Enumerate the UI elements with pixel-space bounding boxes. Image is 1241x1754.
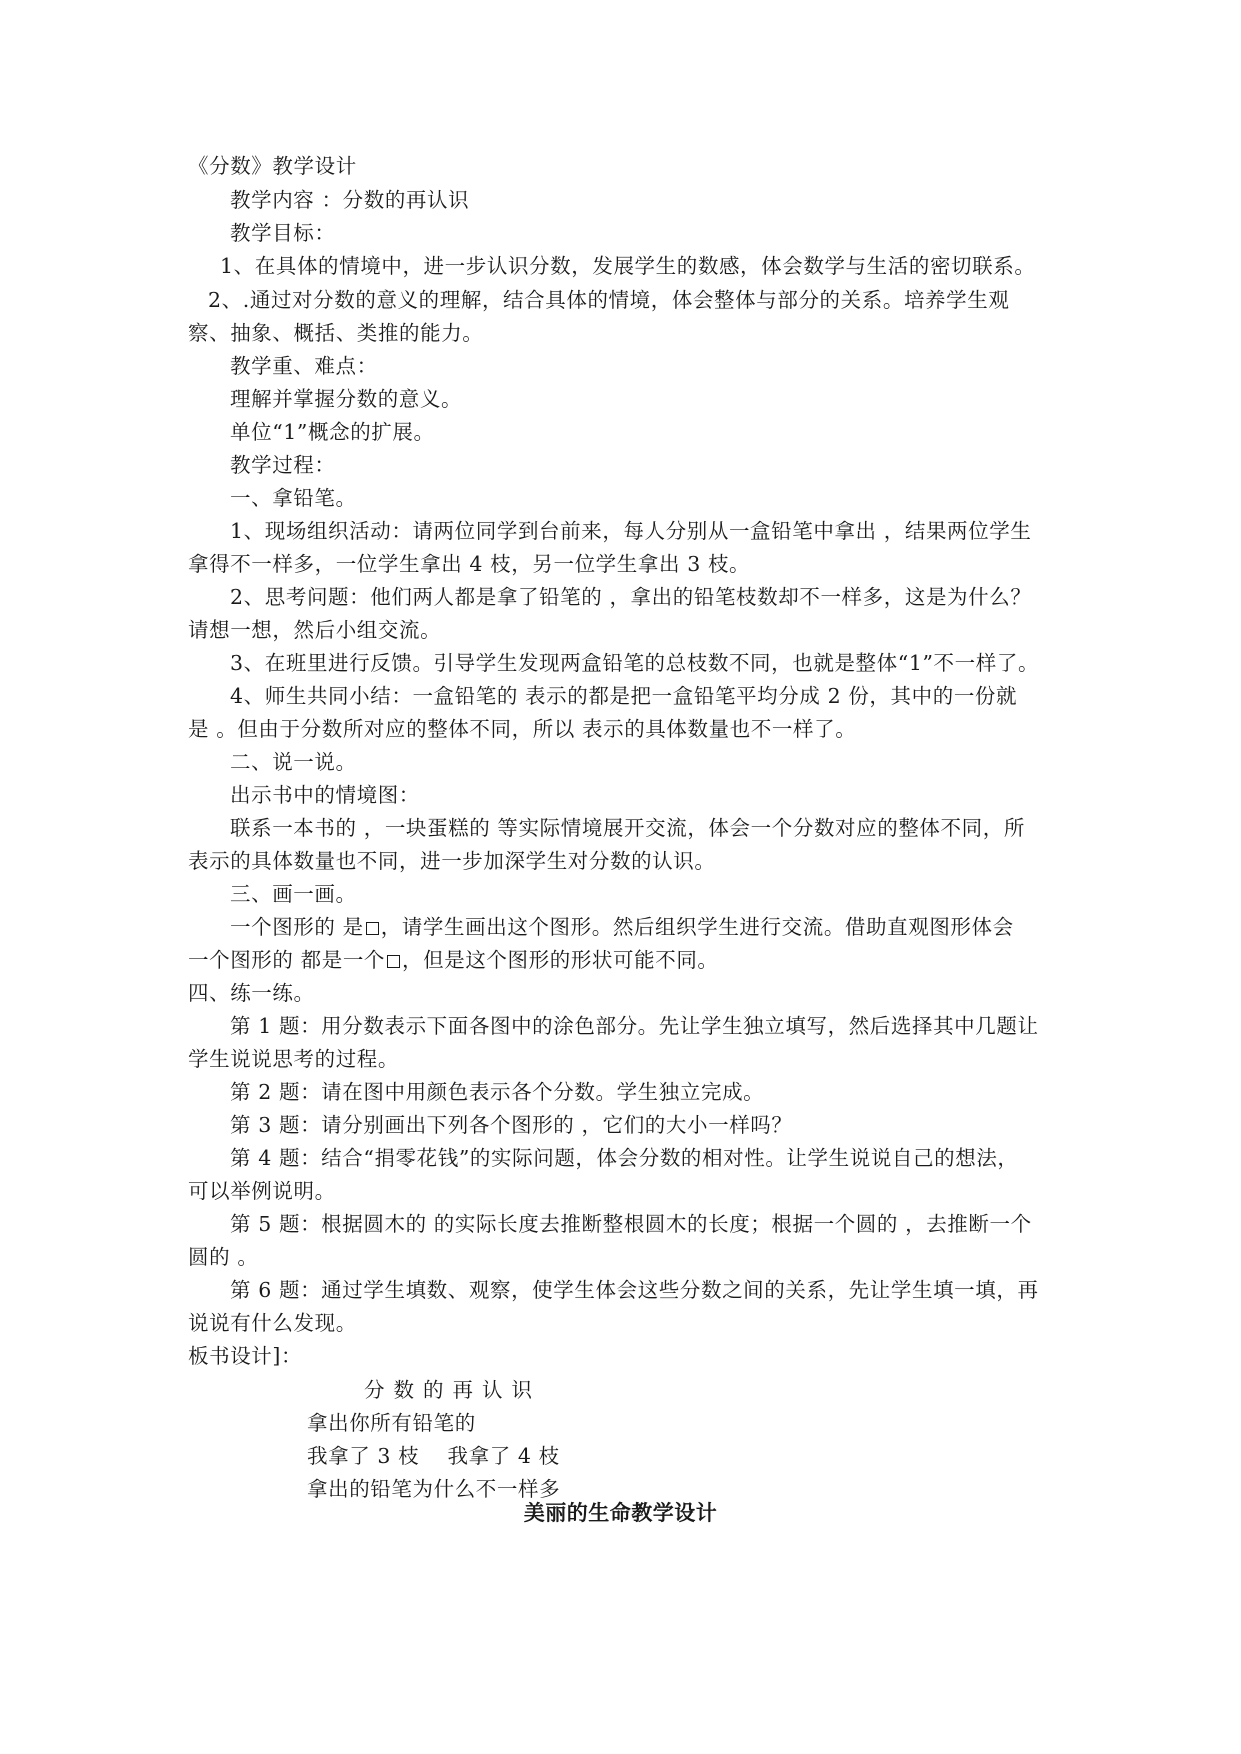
board-line-3: 拿出的铅笔为什么不一样多 bbox=[307, 1477, 561, 1501]
section-4-heading: 四、练一练。 bbox=[188, 981, 315, 1005]
section-2-heading: 二、说一说。 bbox=[230, 750, 357, 774]
board-line-1: 拿出你所有铅笔的 bbox=[307, 1411, 476, 1435]
question-5-line-1: 第 5 题：根据圆木的 的实际长度去推断整根圆木的长度；根据一个圆的 ，去推断一个 bbox=[230, 1212, 1032, 1236]
section-2-scene: 出示书中的情境图： bbox=[230, 783, 420, 807]
section-1-step-4-line-2: 是 。但由于分数所对应的整体不同，所以 表示的具体数量也不一样了。 bbox=[188, 717, 857, 741]
question-4-line-1: 第 4 题：结合“捐零花钱”的实际问题，体会分数的相对性。让学生说说自己的想法， bbox=[230, 1146, 1019, 1170]
question-6-line-1: 第 6 题：通过学生填数、观察，使学生体会这些分数之间的关系，先让学生填一填，再 bbox=[230, 1278, 1039, 1302]
section-3-text-line-2 bbox=[188, 947, 719, 973]
square-icon bbox=[387, 955, 400, 968]
section-3-text-1a: 一个图形的 是 bbox=[230, 915, 364, 939]
section-3-text-2b: ，但是这个图形的形状可能不同。 bbox=[402, 948, 719, 972]
board-design-heading: 板书设计]： bbox=[188, 1344, 303, 1368]
process-heading: 教学过程： bbox=[230, 453, 336, 477]
question-4-line-2: 可以举例说明。 bbox=[188, 1179, 336, 1203]
teaching-content: 教学内容 ：分数的再认识 bbox=[230, 188, 470, 212]
question-5-line-2: 圆的 。 bbox=[188, 1245, 259, 1269]
section-1-heading: 一、拿铅笔。 bbox=[230, 486, 357, 510]
question-6-line-2: 说说有什么发现。 bbox=[188, 1311, 357, 1335]
question-1-line-2: 学生说说思考的过程。 bbox=[188, 1047, 399, 1071]
goal-2-line-2: 察、抽象、概括、类推的能力。 bbox=[188, 321, 484, 345]
section-1-step-1-line-2: 拿得不一样多，一位学生拿出 4 枝，另一位学生拿出 3 枝。 bbox=[188, 552, 751, 576]
section-1-step-2-line-1: 2、思考问题：他们两人都是拿了铅笔的 ，拿出的铅笔枝数却不一样多，这是为什么？ bbox=[230, 585, 1032, 609]
section-2-text-line-1: 联系一本书的 ，一块蛋糕的 等实际情境展开交流，体会一个分数对应的整体不同，所 bbox=[230, 816, 1025, 840]
key-point-2: 单位“1”概念的扩展。 bbox=[230, 420, 435, 444]
key-points-heading: 教学重、难点： bbox=[230, 354, 378, 378]
document-title: 《分数》教学设计 bbox=[188, 154, 357, 178]
key-point-1: 理解并掌握分数的意义。 bbox=[230, 387, 463, 411]
section-1-step-1-line-1: 1、现场组织活动：请两位同学到台前来，每人分别从一盒铅笔中拿出 ，结果两位学生 bbox=[230, 519, 1032, 543]
goal-1: 1、在具体的情境中，进一步认识分数，发展学生的数感，体会数学与生活的密切联系。 bbox=[220, 254, 1036, 278]
square-icon bbox=[366, 922, 379, 935]
section-3-text-2a: 一个图形的 都是一个 bbox=[188, 948, 386, 972]
question-1-line-1: 第 1 题：用分数表示下面各图中的涂色部分。先让学生独立填写，然后选择其中几题让 bbox=[230, 1014, 1039, 1038]
board-title: 分数的再认识 bbox=[364, 1378, 541, 1402]
next-lesson-title: 美丽的生命教学设计 bbox=[523, 1501, 718, 1525]
section-2-text-line-2: 表示的具体数量也不同，进一步加深学生对分数的认识。 bbox=[188, 849, 716, 873]
section-3-text-line-1 bbox=[230, 914, 1014, 940]
section-1-step-3: 3、在班里进行反馈。引导学生发现两盒铅笔的总枝数不同，也就是整体“1”不一样了。 bbox=[230, 651, 1040, 675]
goals-heading: 教学目标： bbox=[230, 221, 336, 245]
board-line-2: 我拿了 3 枝 我拿了 4 枝 bbox=[307, 1444, 560, 1468]
goal-2-line-1: 2、.通过对分数的意义的理解，结合具体的情境，体会整体与部分的关系。培养学生观 bbox=[208, 288, 1010, 312]
section-3-text-1b: ，请学生画出这个图形。然后组织学生进行交流。借助直观图形体会 bbox=[380, 915, 1014, 939]
section-1-step-4-line-1: 4、师生共同小结：一盒铅笔的 表示的都是把一盒铅笔平均分成 2 份，其中的一份就 bbox=[230, 684, 1018, 708]
section-3-heading: 三、画一画。 bbox=[230, 882, 357, 906]
section-1-step-2-line-2: 请想一想，然后小组交流。 bbox=[188, 618, 442, 642]
question-2: 第 2 题：请在图中用颜色表示各个分数。学生独立完成。 bbox=[230, 1080, 765, 1104]
question-3: 第 3 题：请分别画出下列各个图形的 ，它们的大小一样吗？ bbox=[230, 1113, 793, 1137]
